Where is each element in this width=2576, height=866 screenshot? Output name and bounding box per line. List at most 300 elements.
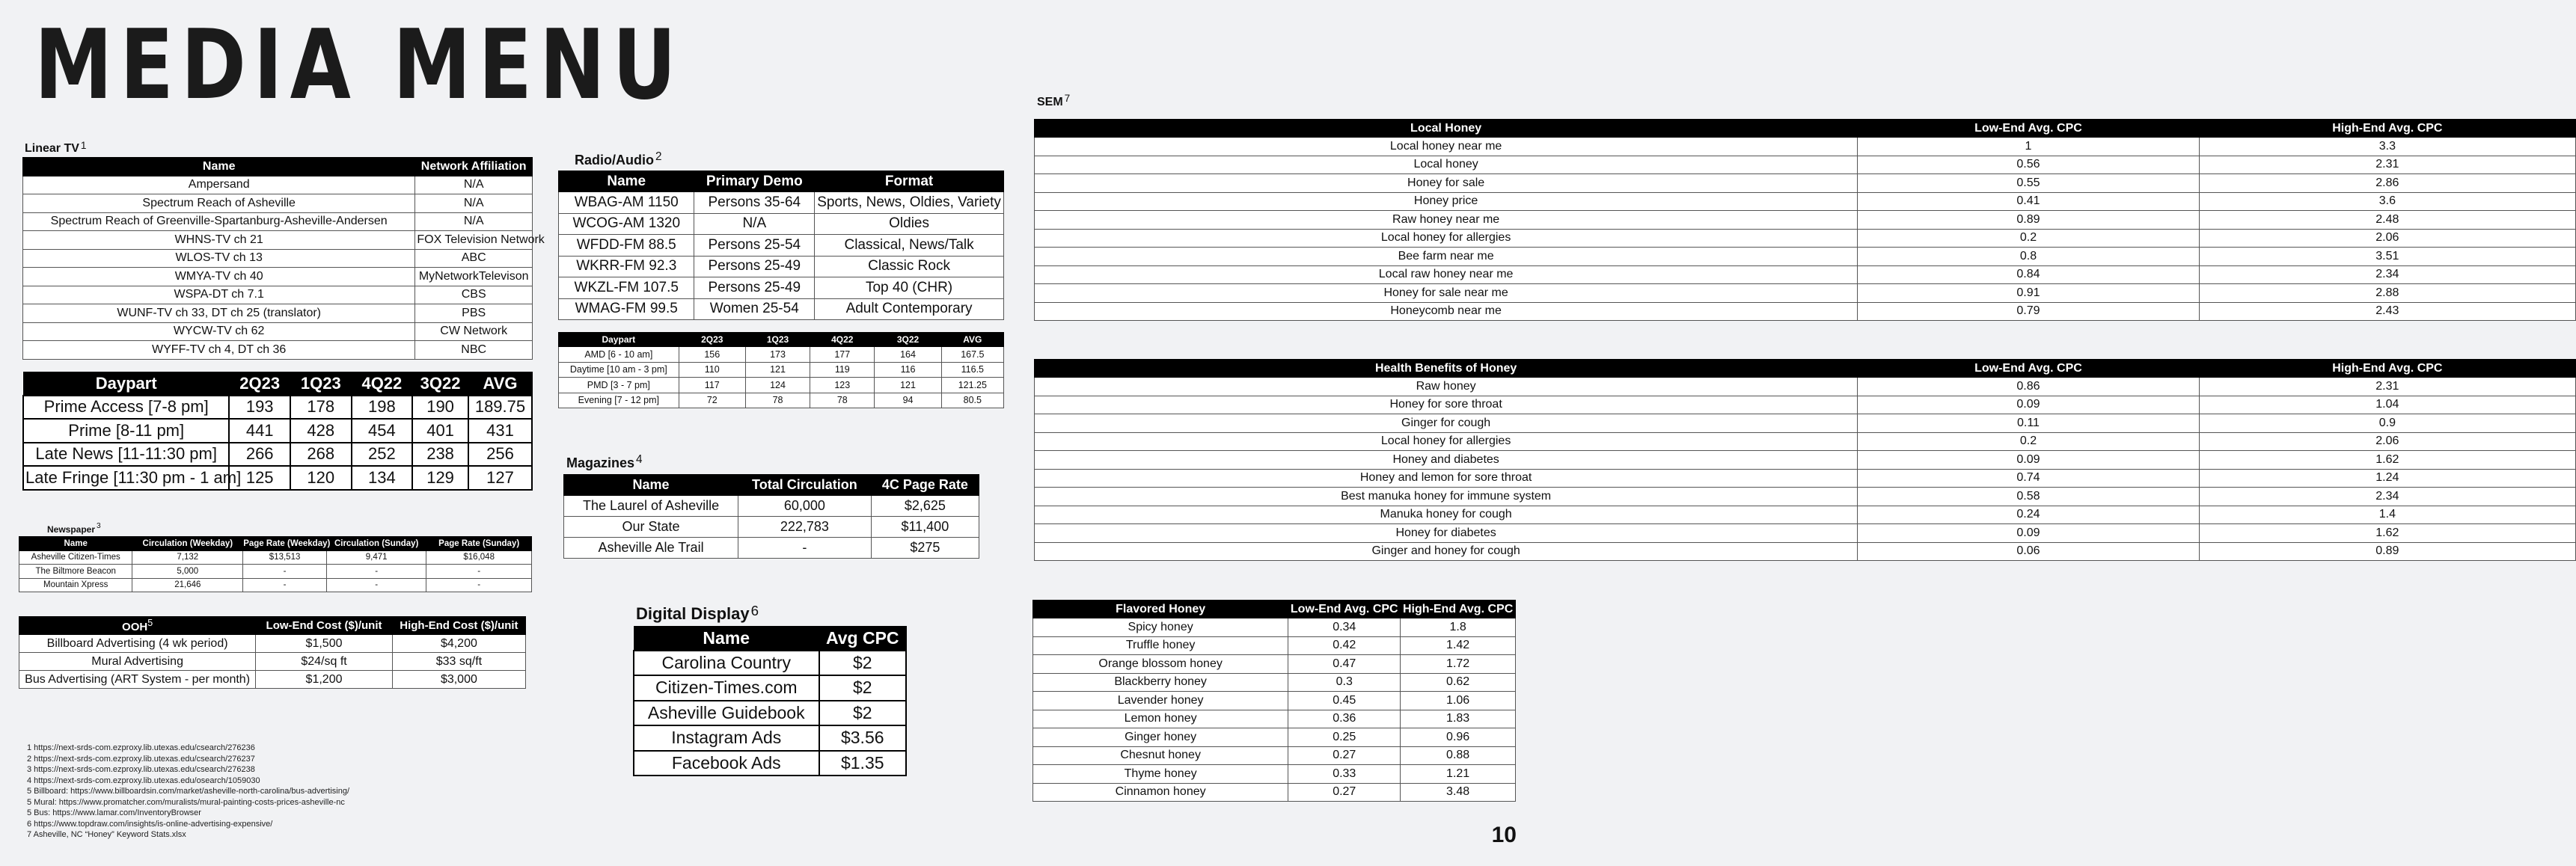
table-cell: 1.8 xyxy=(1401,618,1516,637)
column-header: Daypart xyxy=(23,372,229,396)
newspaper-caption: Newspaper $^3$ xyxy=(47,522,101,535)
table-cell: Honey for sore throat xyxy=(1035,396,1858,414)
table-cell: - xyxy=(426,565,532,579)
table-cell: 0.09 xyxy=(1858,396,2199,414)
table-cell: 268 xyxy=(290,443,352,467)
table-cell: Orange blossom honey xyxy=(1033,655,1288,674)
column-header: 2Q23 xyxy=(679,333,745,347)
table-row xyxy=(1033,728,1516,747)
table-cell: WMAG-FM 99.5 xyxy=(559,298,694,320)
table-row xyxy=(559,362,1004,378)
table-cell: $1,500 xyxy=(256,635,393,653)
table-cell: $4,200 xyxy=(392,635,525,653)
table-row xyxy=(23,194,533,213)
column-header: High-End Cost ($)/unit xyxy=(392,617,525,635)
table-row xyxy=(23,231,533,250)
column-header: Name xyxy=(564,475,738,496)
table-cell: Cinnamon honey xyxy=(1033,783,1288,802)
table-cell: 2.34 xyxy=(2199,488,2575,506)
table-cell: N/A xyxy=(415,194,533,213)
table-cell: Facebook Ads xyxy=(634,751,819,776)
table-header-row xyxy=(634,627,906,651)
table-header-row xyxy=(19,617,526,635)
table-cell: FOX Television Network xyxy=(415,231,533,250)
table-cell: Prime Access [7-8 pm] xyxy=(23,396,229,420)
table-cell: 266 xyxy=(229,443,290,467)
table-cell: 173 xyxy=(745,347,810,363)
column-header: 1Q23 xyxy=(290,372,352,396)
table-cell: WKRR-FM 92.3 xyxy=(559,256,694,277)
table-cell: WLOS-TV ch 13 xyxy=(23,249,415,268)
table-cell: WHNS-TV ch 21 xyxy=(23,231,415,250)
table-cell: Bee farm near me xyxy=(1035,248,1858,266)
table-row xyxy=(19,565,532,579)
column-header: Name xyxy=(634,627,819,651)
radio-daypart-table xyxy=(558,332,1004,408)
table-cell: N/A xyxy=(415,212,533,231)
table-cell: 60,000 xyxy=(738,496,872,517)
column-header: Page Rate (Sunday) xyxy=(426,537,532,551)
table-row xyxy=(1035,396,2576,414)
table-cell: 5,000 xyxy=(132,565,243,579)
table-cell: 1.04 xyxy=(2199,396,2575,414)
table-cell: Local honey for allergies xyxy=(1035,432,1858,451)
table-row xyxy=(634,651,906,676)
table-cell: 193 xyxy=(229,396,290,420)
footnotes xyxy=(27,743,349,841)
table-cell: Honey for sale xyxy=(1035,174,1858,193)
table-row xyxy=(1035,542,2576,561)
table-cell: 1.21 xyxy=(1401,765,1516,784)
table-row xyxy=(1035,414,2576,433)
table-cell: Local honey xyxy=(1035,156,1858,174)
table-cell: Adult Contemporary xyxy=(815,298,1004,320)
table-row xyxy=(559,235,1004,257)
table-row xyxy=(634,675,906,701)
table-cell: 454 xyxy=(352,419,413,443)
table-cell: 0.9 xyxy=(2199,414,2575,433)
footnote: 7 Asheville, NC “Honey” Keyword Stats.xlsx xyxy=(27,830,186,839)
digital-table xyxy=(633,626,907,776)
page-number: 10 xyxy=(1491,823,1517,847)
radio-section xyxy=(558,148,1004,320)
column-header: Name xyxy=(559,171,694,192)
table-row xyxy=(1035,506,2576,524)
table-cell: 2.34 xyxy=(2199,265,2575,284)
table-row xyxy=(23,322,533,341)
column-header: High-End Avg. CPC xyxy=(2199,120,2575,138)
table-cell: Spicy honey xyxy=(1033,618,1288,637)
table-cell: 9,471 xyxy=(326,550,426,565)
column-header: Flavored Honey xyxy=(1033,601,1288,618)
table-row xyxy=(1033,673,1516,692)
table-cell: 121 xyxy=(875,378,941,393)
table-cell: Carolina Country xyxy=(634,651,819,676)
table-row xyxy=(23,443,532,467)
digital-display-section xyxy=(633,600,907,776)
table-cell: Honeycomb near me xyxy=(1035,302,1858,321)
table-row xyxy=(1033,710,1516,728)
radio-table xyxy=(558,171,1004,320)
column-header: Format xyxy=(815,171,1004,192)
table-cell: WBAG-AM 1150 xyxy=(559,192,694,214)
table-cell: Honey for sale near me xyxy=(1035,284,1858,303)
table-cell: 1.06 xyxy=(1401,692,1516,710)
table-cell: MyNetworkTelevison xyxy=(415,268,533,286)
tv-daypart-section xyxy=(22,372,533,491)
linear-tv-table xyxy=(22,157,545,360)
column-header: Name xyxy=(23,158,415,176)
column-header: Low-End Avg. CPC xyxy=(1858,120,2199,138)
table-cell: 125 xyxy=(229,466,290,490)
table-cell: 0.34 xyxy=(1288,618,1401,637)
table-cell: Lemon honey xyxy=(1033,710,1288,728)
table-cell: 1.24 xyxy=(2199,469,2575,488)
table-row xyxy=(23,176,533,194)
table-cell: WKZL-FM 107.5 xyxy=(559,277,694,299)
sem-caption: SEM $^7$ xyxy=(1037,93,1071,108)
magazines-table xyxy=(563,474,979,559)
column-header: Low-End Avg. CPC xyxy=(1858,360,2199,378)
table-cell: 119 xyxy=(810,362,875,378)
table-cell: 2.48 xyxy=(2199,211,2575,230)
table-row xyxy=(1035,302,2576,321)
table-cell: 1 xyxy=(1858,138,2199,156)
table-cell: 2.06 xyxy=(2199,229,2575,248)
table-cell: 129 xyxy=(412,466,468,490)
table-cell: Top 40 (CHR) xyxy=(815,277,1004,299)
table-row xyxy=(564,517,979,538)
table-cell: PBS xyxy=(415,304,533,323)
radio-daypart-section xyxy=(558,332,1004,408)
table-cell: 0.42 xyxy=(1288,636,1401,655)
table-row xyxy=(1033,765,1516,784)
table-row xyxy=(1035,378,2576,396)
footnote: 4 https://next-srds-com.ezproxy.lib.utexas.edu/osearch/1059030 xyxy=(27,776,260,785)
table-row xyxy=(1035,265,2576,284)
column-header: Circulation (Weekday) xyxy=(132,537,243,551)
table-cell: 0.09 xyxy=(1858,524,2199,543)
newspaper-table xyxy=(19,536,532,592)
table-cell: 252 xyxy=(352,443,413,467)
table-cell: Sports, News, Oldies, Variety xyxy=(815,192,1004,214)
table-cell: 156 xyxy=(679,347,745,363)
table-row xyxy=(559,298,1004,320)
table-cell: Late News [11-11:30 pm] xyxy=(23,443,229,467)
table-cell: $33 sq/ft xyxy=(392,653,525,671)
table-cell: 72 xyxy=(679,393,745,408)
table-row xyxy=(23,466,532,490)
table-header-row xyxy=(1035,120,2576,138)
table-row xyxy=(564,538,979,559)
table-row xyxy=(1035,284,2576,303)
table-cell: 401 xyxy=(412,419,468,443)
table-cell: 0.41 xyxy=(1858,192,2199,211)
column-header: Avg CPC xyxy=(819,627,906,651)
footnote: 3 https://next-srds-com.ezproxy.lib.utexas.edu/csearch/276238 xyxy=(27,765,255,774)
table-cell: 164 xyxy=(875,347,941,363)
table-cell: Classic Rock xyxy=(815,256,1004,277)
table-cell: AMD [6 - 10 am] xyxy=(559,347,679,363)
table-cell: Mountain Xpress xyxy=(19,578,132,592)
table-cell: 0.3 xyxy=(1288,673,1401,692)
table-row xyxy=(1035,432,2576,451)
table-header-row xyxy=(559,171,1004,192)
column-header: Local Honey xyxy=(1035,120,1858,138)
column-header: Total Circulation xyxy=(738,475,872,496)
footnote: 6 https://www.topdraw.com/insights/is-online-advertising-expensive/ xyxy=(27,819,273,829)
table-cell: 238 xyxy=(412,443,468,467)
table-row xyxy=(559,347,1004,363)
magazines-caption: Magazines $^4$ xyxy=(566,453,643,470)
table-cell: Mural Advertising xyxy=(19,653,256,671)
table-cell: 0.11 xyxy=(1858,414,2199,433)
table-cell: Prime [8-11 pm] xyxy=(23,419,229,443)
table-cell: 0.8 xyxy=(1858,248,2199,266)
table-cell: 78 xyxy=(745,393,810,408)
table-cell: 0.45 xyxy=(1288,692,1401,710)
table-cell: Bus Advertising (ART System - per month) xyxy=(19,671,256,689)
table-cell: 2.31 xyxy=(2199,378,2575,396)
column-header: AVG xyxy=(468,372,532,396)
table-cell: 0.91 xyxy=(1858,284,2199,303)
table-cell: N/A xyxy=(694,213,815,235)
table-row xyxy=(23,286,533,304)
table-row xyxy=(559,256,1004,277)
table-cell: $3.56 xyxy=(819,725,906,751)
table-row xyxy=(1035,138,2576,156)
table-row xyxy=(1035,524,2576,543)
table-cell: 1.83 xyxy=(1401,710,1516,728)
page-title: MEDIA MENU xyxy=(34,10,684,121)
table-row xyxy=(634,751,906,776)
ooh-section xyxy=(19,616,526,689)
newspaper-section xyxy=(19,521,532,592)
table-cell: - xyxy=(326,578,426,592)
table-row xyxy=(23,396,532,420)
table-cell: 0.2 xyxy=(1858,229,2199,248)
table-cell: 124 xyxy=(745,378,810,393)
table-cell: $275 xyxy=(871,538,979,559)
table-cell: 121.25 xyxy=(941,378,1003,393)
digital-caption: Digital Display $^6$ xyxy=(636,603,759,623)
table-cell: WSPA-DT ch 7.1 xyxy=(23,286,415,304)
table-cell: Asheville Citizen-Times xyxy=(19,550,132,565)
table-cell: 0.09 xyxy=(1858,451,2199,470)
table-cell: 0.58 xyxy=(1858,488,2199,506)
table-cell: 3.51 xyxy=(2199,248,2575,266)
table-row xyxy=(1035,229,2576,248)
table-cell: 428 xyxy=(290,419,352,443)
table-cell: 123 xyxy=(810,378,875,393)
column-header: Low-End Cost ($)/unit xyxy=(256,617,393,635)
table-cell: 0.84 xyxy=(1858,265,2199,284)
table-cell: 0.86 xyxy=(1858,378,2199,396)
table-cell: Daytime [10 am - 3 pm] xyxy=(559,362,679,378)
table-cell: CBS xyxy=(415,286,533,304)
table-cell: 0.55 xyxy=(1858,174,2199,193)
table-cell: 7,132 xyxy=(132,550,243,565)
table-row xyxy=(19,635,526,653)
table-cell: Asheville Guidebook xyxy=(634,701,819,726)
table-row xyxy=(634,701,906,726)
table-cell: $2,625 xyxy=(871,496,979,517)
table-cell: Raw honey near me xyxy=(1035,211,1858,230)
table-cell: NBC xyxy=(415,341,533,360)
column-header: AVG xyxy=(941,333,1003,347)
table-cell: $1,200 xyxy=(256,671,393,689)
table-row xyxy=(1035,174,2576,193)
table-header-row xyxy=(559,333,1004,347)
column-header: 4Q22 xyxy=(810,333,875,347)
column-header: OOH$^5$ xyxy=(19,617,256,635)
table-cell: $16,048 xyxy=(426,550,532,565)
column-header: 1Q23 xyxy=(745,333,810,347)
table-cell: - xyxy=(738,538,872,559)
table-row xyxy=(1035,211,2576,230)
table-cell: $2 xyxy=(819,675,906,701)
table-cell: 0.88 xyxy=(1401,746,1516,765)
linear-tv-caption: Linear TV $^1$ xyxy=(25,140,87,155)
table-cell: 116 xyxy=(875,362,941,378)
table-cell: Local honey near me xyxy=(1035,138,1858,156)
column-header: High-End Avg. CPC xyxy=(2199,360,2575,378)
table-cell: N/A xyxy=(415,176,533,194)
table-row xyxy=(559,277,1004,299)
table-cell: 2.06 xyxy=(2199,432,2575,451)
table-cell: 110 xyxy=(679,362,745,378)
column-header: Page Rate (Weekday) xyxy=(243,537,327,551)
table-row xyxy=(1033,618,1516,637)
table-row xyxy=(564,496,979,517)
table-row xyxy=(559,393,1004,408)
table-cell: The Laurel of Asheville xyxy=(564,496,738,517)
column-header: 4Q22 xyxy=(352,372,413,396)
table-cell: 117 xyxy=(679,378,745,393)
table-cell: 0.2 xyxy=(1858,432,2199,451)
tv-daypart-table xyxy=(22,372,533,491)
table-cell: Honey and lemon for sore throat xyxy=(1035,469,1858,488)
table-row xyxy=(559,213,1004,235)
table-header-row xyxy=(19,537,532,551)
table-cell: 127 xyxy=(468,466,532,490)
table-cell: 1.62 xyxy=(2199,451,2575,470)
table-cell: 0.36 xyxy=(1288,710,1401,728)
table-cell: Local honey for allergies xyxy=(1035,229,1858,248)
column-header: 3Q22 xyxy=(412,372,468,396)
footnote: 1 https://next-srds-com.ezproxy.lib.utexas.edu/csearch/276236 xyxy=(27,743,255,752)
table-cell: Local raw honey near me xyxy=(1035,265,1858,284)
table-cell: The Biltmore Beacon xyxy=(19,565,132,579)
table-cell: Persons 25-49 xyxy=(694,277,815,299)
column-header: 4C Page Rate xyxy=(871,475,979,496)
table-cell: 3.6 xyxy=(2199,192,2575,211)
linear-tv-section xyxy=(22,138,545,360)
table-cell: 177 xyxy=(810,347,875,363)
table-cell: 0.24 xyxy=(1858,506,2199,524)
table-row xyxy=(23,249,533,268)
table-cell: 0.56 xyxy=(1858,156,2199,174)
table-cell: - xyxy=(243,578,327,592)
table-cell: Classical, News/Talk xyxy=(815,235,1004,257)
table-row xyxy=(559,378,1004,393)
table-cell: 0.89 xyxy=(1858,211,2199,230)
table-row xyxy=(23,268,533,286)
table-cell: Ginger and honey for cough xyxy=(1035,542,1858,561)
table-cell: ABC xyxy=(415,249,533,268)
table-cell: Ampersand xyxy=(23,176,415,194)
table-cell: 0.25 xyxy=(1288,728,1401,747)
table-cell: Chesnut honey xyxy=(1033,746,1288,765)
table-cell: $2 xyxy=(819,651,906,676)
table-row xyxy=(23,419,532,443)
table-cell: Truffle honey xyxy=(1033,636,1288,655)
table-cell: Honey for diabetes xyxy=(1035,524,1858,543)
table-row xyxy=(23,212,533,231)
table-cell: Billboard Advertising (4 wk period) xyxy=(19,635,256,653)
table-cell: Honey and diabetes xyxy=(1035,451,1858,470)
table-cell: 3.48 xyxy=(1401,783,1516,802)
table-cell: $2 xyxy=(819,701,906,726)
table-cell: WYCW-TV ch 62 xyxy=(23,322,415,341)
table-row xyxy=(1035,156,2576,174)
table-cell: Persons 25-49 xyxy=(694,256,815,277)
table-cell: 134 xyxy=(352,466,413,490)
table-cell: 2.31 xyxy=(2199,156,2575,174)
table-cell: Citizen-Times.com xyxy=(634,675,819,701)
column-header: 2Q23 xyxy=(229,372,290,396)
footnote: 2 https://next-srds-com.ezproxy.lib.utexas.edu/csearch/276237 xyxy=(27,754,255,764)
table-cell: $13,513 xyxy=(243,550,327,565)
table-cell: WCOG-AM 1320 xyxy=(559,213,694,235)
table-cell: 1.42 xyxy=(1401,636,1516,655)
table-cell: - xyxy=(326,565,426,579)
table-row xyxy=(1033,746,1516,765)
table-cell: - xyxy=(426,578,532,592)
table-cell: Oldies xyxy=(815,213,1004,235)
table-cell: 120 xyxy=(290,466,352,490)
table-cell: Persons 25-54 xyxy=(694,235,815,257)
table-cell: 2.88 xyxy=(2199,284,2575,303)
table-row xyxy=(559,192,1004,214)
table-cell: 0.06 xyxy=(1858,542,2199,561)
table-row xyxy=(23,304,533,323)
table-cell: 0.79 xyxy=(1858,302,2199,321)
footnote: 5 Mural: https://www.promatcher.com/muralists/mural-painting-costs-prices-asheville-nc xyxy=(27,797,345,807)
ooh-table xyxy=(19,616,526,689)
table-cell: 441 xyxy=(229,419,290,443)
table-row xyxy=(1035,488,2576,506)
table-row xyxy=(1035,248,2576,266)
table-cell: 0.96 xyxy=(1401,728,1516,747)
sem-flavored-honey-table xyxy=(1032,600,1516,802)
table-cell: WUNF-TV ch 33, DT ch 25 (translator) xyxy=(23,304,415,323)
table-cell: Raw honey xyxy=(1035,378,1858,396)
table-header-row xyxy=(1033,601,1516,618)
column-header: Daypart xyxy=(559,333,679,347)
footnote: 5 Bus: https://www.lamar.com/InventoryBrowser xyxy=(27,808,201,817)
table-cell: Manuka honey for cough xyxy=(1035,506,1858,524)
table-cell: 0.74 xyxy=(1858,469,2199,488)
table-cell: WFDD-FM 88.5 xyxy=(559,235,694,257)
table-cell: $1.35 xyxy=(819,751,906,776)
table-cell: 0.62 xyxy=(1401,673,1516,692)
table-cell: 94 xyxy=(875,393,941,408)
table-cell: Women 25-54 xyxy=(694,298,815,320)
table-cell: Thyme honey xyxy=(1033,765,1288,784)
table-cell: Spectrum Reach of Greenville-Spartanburg-Asheville-Andersen xyxy=(23,212,415,231)
table-cell: Persons 35-64 xyxy=(694,192,815,214)
